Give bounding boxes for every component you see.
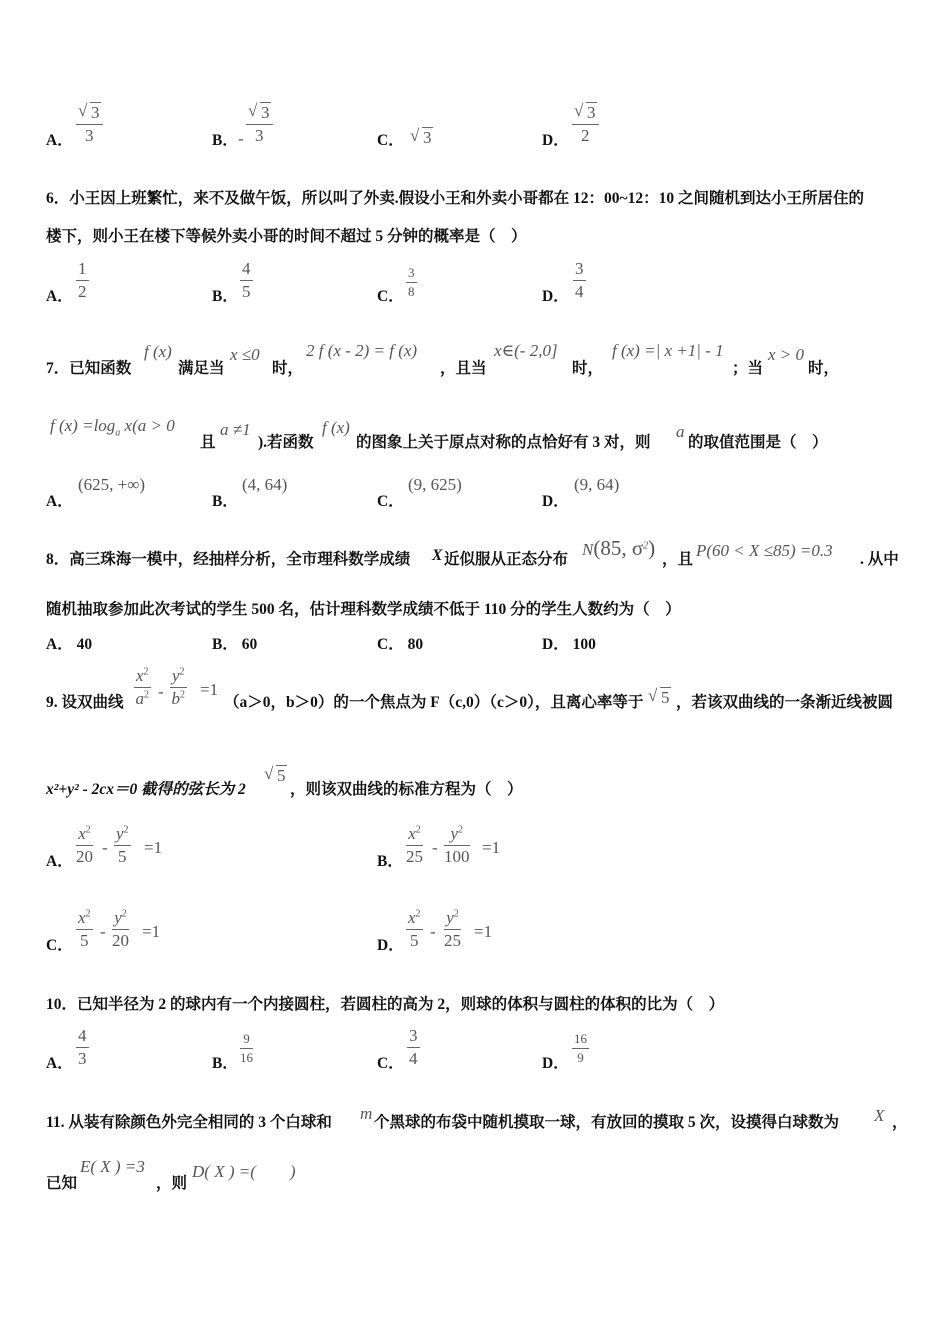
- q8-option-d: D． 100: [542, 636, 596, 653]
- q6-text-line1: 6．小王因上班繁忙，来不及做午饭，所以叫了外卖.假设小王和外卖小哥都在 12：00~12：10 之间随机到达小王所居住的: [46, 190, 864, 207]
- q8-option-c: C． 80: [377, 636, 424, 653]
- q5-option-a-fraction: [76, 103, 103, 146]
- q10-text: 10．已知半径为 2 的球内有一个内接圆柱，若圆柱的高为 2，则球的体积与圆柱的体积的比为（ ）: [46, 996, 725, 1013]
- q9-text-2: （a＞0，b＞0）的一个焦点为 F（c,0）（c＞0），且离心率等于: [224, 694, 644, 711]
- q10-option-a-label: A．: [46, 1055, 73, 1072]
- q5-option-d-label: D．: [542, 132, 569, 149]
- q8-text-2: 近似服从正态分布: [444, 551, 569, 568]
- q7-option-a-value: (625, +∞): [78, 475, 146, 494]
- q9-option-a-frac1: $x^2$ 20: [76, 824, 93, 866]
- q6-option-a-fraction: 1 2: [78, 259, 87, 301]
- q7-option-c-label: C．: [377, 493, 404, 510]
- q9-option-b-frac1: $x^2$ 25: [406, 824, 423, 866]
- q7-option-d-label: D．: [542, 493, 569, 510]
- q11-math-dx: D( X ) =( ): [192, 1162, 296, 1181]
- q5-option-b-fraction: [246, 103, 273, 146]
- q9-option-b-minus: -: [432, 838, 438, 857]
- q9-option-c-eq: =1: [142, 922, 161, 941]
- q7-text-2: 满足当: [178, 360, 225, 377]
- q9-option-d-frac2: $y^2$ 25: [444, 908, 461, 950]
- q5-b-num: 3: [261, 103, 270, 122]
- q7-option-b-label: B．: [212, 493, 238, 510]
- q7-option-c-value: (9, 625): [408, 475, 462, 494]
- q6-option-b-fraction: 4 5: [242, 259, 251, 301]
- q6-option-d-fraction: 3 4: [575, 259, 584, 301]
- q5-d-den: 2: [581, 126, 590, 145]
- q7-text-10: 的图象上关于原点对称的点恰好有 3 对，则: [356, 434, 651, 451]
- q7-text-7: 时，: [808, 360, 840, 377]
- q11-text-3: ，: [892, 1114, 908, 1131]
- q9-option-d-label: D．: [377, 937, 404, 954]
- q5-option-b-label: B．: [212, 132, 238, 149]
- q9-frac-y2b2: $y^2$ $b^2$: [171, 666, 186, 708]
- q7-math-fx2: f (x): [322, 418, 350, 437]
- q9-option-c-frac1: $x^2$ 5: [78, 908, 91, 950]
- q9-chord-sqrt5: √ 5: [264, 766, 287, 786]
- q8-text-1: 8．高三珠海一模中，经抽样分析，全市理科数学成绩: [46, 551, 411, 568]
- q9-text-3: ，若该双曲线的一条渐近线被圆: [676, 694, 894, 711]
- q5-option-c-value: √ 3: [410, 128, 433, 148]
- q5-d-num: 3: [587, 103, 596, 122]
- q10-option-b-fraction: 9 16: [240, 1031, 253, 1065]
- q9-option-d-eq: =1: [474, 922, 493, 941]
- q7-math-a-neq: a ≠1: [220, 420, 251, 439]
- q9-eq-one: =1: [200, 680, 219, 699]
- q9-option-a-frac2: $y^2$ 5: [116, 824, 129, 866]
- q5-option-d-fraction: [572, 103, 599, 146]
- q10-option-c-label: C．: [377, 1055, 404, 1072]
- q9-option-c-minus: -: [100, 922, 106, 941]
- q5-a-den: 3: [85, 126, 94, 145]
- q9-option-c-frac2: $y^2$ 20: [112, 908, 129, 950]
- q6-option-c-fraction: 3 8: [408, 265, 415, 299]
- q7-math-fx: f (x): [144, 342, 172, 361]
- q5-b-sign: -: [238, 129, 244, 148]
- q8-option-a: A． 40: [46, 636, 93, 653]
- q7-math-abs: f (x) =| x +1| - 1: [612, 341, 724, 360]
- q11-text-4: 已知: [46, 1175, 78, 1192]
- q6-option-d-label: D．: [542, 288, 569, 305]
- q10-option-a-fraction: 4 3: [78, 1026, 87, 1068]
- q9-option-b-eq: =1: [482, 838, 501, 857]
- q9-text-line2a: x²+y² - 2cx＝0 截得的弦长为 2: [46, 781, 246, 798]
- q9-text-1: 9. 设双曲线: [46, 694, 124, 711]
- q9-option-a-minus: -: [102, 838, 108, 857]
- q9-option-a-eq: =1: [144, 838, 163, 857]
- q7-text-4: ，且当: [440, 360, 487, 377]
- q7-option-b-value: (4, 64): [242, 475, 288, 494]
- q8-math-prob: P(60 < X ≤85) =0.3: [696, 541, 833, 560]
- q8-math-normal: N(85, $\sigma^2$): [582, 536, 656, 560]
- q11-text-2: 个黑球的布袋中随机摸取一球，有放回的摸取 5 次，设摸得白球数为: [374, 1114, 840, 1131]
- q11-math-ex: E( X ) =3: [80, 1157, 145, 1176]
- q8-text-3: ，且: [662, 551, 694, 568]
- q7-math-a: a: [676, 422, 685, 441]
- q10-option-d-fraction: 16 9: [574, 1031, 587, 1065]
- q6-option-b-label: B．: [212, 288, 238, 305]
- q9-minus: -: [158, 682, 164, 701]
- q8-text-4: . 从中: [860, 551, 899, 568]
- q7-text-6: ；当: [732, 360, 764, 377]
- q10-option-c-fraction: 3 4: [409, 1026, 418, 1068]
- q7-option-d-value: (9, 64): [574, 475, 620, 494]
- q9-text-line2b: ，则该双曲线的标准方程为（ ）: [290, 781, 523, 798]
- q9-frac-x2a2: $x^2$ $a^2$: [135, 666, 150, 708]
- q7-text-9: ).若函数: [258, 434, 314, 451]
- q7-math-cond2: x > 0: [768, 345, 805, 364]
- q6-option-c-label: C．: [377, 288, 404, 305]
- q7-option-a-label: A．: [46, 493, 73, 510]
- q7-text-3: 时，: [272, 360, 304, 377]
- q9-option-d-frac1: $x^2$ 5: [408, 908, 421, 950]
- q9-option-c-label: C．: [46, 937, 73, 954]
- q7-text-1: 7．已知函数: [46, 360, 132, 377]
- q8-text-line2: 随机抽取参加此次考试的学生 500 名，估计理科数学成绩不低于 110 分的学生人数约为（ ）: [46, 601, 681, 618]
- q9-option-d-minus: -: [430, 922, 436, 941]
- q5-a-num: 3: [91, 103, 100, 122]
- q11-math-m: m: [360, 1104, 373, 1123]
- q6-text-line2: 楼下，则小王在楼下等候外卖小哥的时间不超过 5 分钟的概率是（ ）: [46, 228, 527, 245]
- q5-option-c-label: C．: [377, 132, 404, 149]
- q8-var-x: X: [432, 547, 443, 564]
- q9-option-a-label: A．: [46, 853, 73, 870]
- q11-math-x: X: [874, 1106, 885, 1125]
- q7-math-recurrence: 2 f (x - 2) = f (x): [306, 341, 418, 360]
- q8-option-b: B． 60: [212, 636, 258, 653]
- q9-sqrt5: √ 5: [648, 688, 671, 708]
- q7-math-interval: x∈(- 2,0]: [494, 341, 558, 360]
- q7-text-8: 且: [200, 434, 216, 451]
- q5-b-den: 3: [255, 126, 264, 145]
- q7-math-log: f $(x) =\log_a$ x(a > 0: [50, 416, 175, 439]
- q6-option-a-label: A．: [46, 288, 73, 305]
- q7-math-cond1: x ≤0: [230, 345, 260, 364]
- q9-option-b-label: B．: [377, 853, 403, 870]
- q11-text-5: ，则: [156, 1175, 188, 1192]
- q7-text-11: 的取值范围是（ ）: [688, 434, 828, 451]
- q10-option-d-label: D．: [542, 1055, 569, 1072]
- q9-option-b-frac2: $y^2$ 100: [444, 824, 470, 866]
- q11-text-1: 11. 从装有除颜色外完全相同的 3 个白球和: [46, 1114, 332, 1131]
- q10-option-b-label: B．: [212, 1055, 238, 1072]
- q7-text-5: 时，: [572, 360, 604, 377]
- q5-option-a-label: A．: [46, 132, 73, 149]
